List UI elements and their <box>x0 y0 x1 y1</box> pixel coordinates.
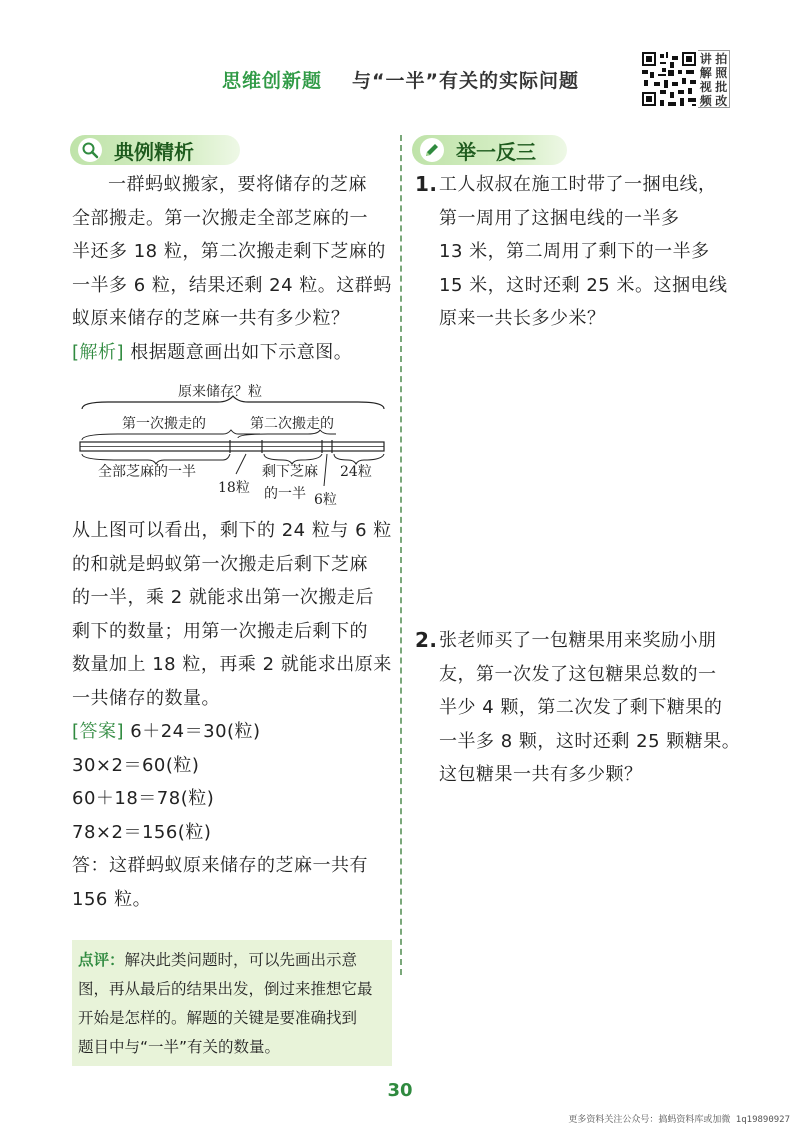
diagram-extra-18: 18粒 <box>218 480 250 496</box>
qr-label-char: 频 <box>699 94 712 108</box>
q1-number: 1. <box>415 172 438 196</box>
answer-step: 156 粒。 <box>72 888 152 910</box>
diagram-first-label: 第一次搬走的 <box>122 416 206 432</box>
diagram-extra-6: 6粒 <box>314 492 337 508</box>
diagram-remain-half-2: 的一半 <box>264 486 306 502</box>
qr-label-char: 拍 <box>715 52 728 66</box>
problem-line: 一群蚂蚁搬家，要将储存的芝麻 <box>108 174 367 195</box>
q2-number: 2. <box>415 628 438 652</box>
diagram-total-label: 原来储存？粒 <box>178 384 262 400</box>
q2-line: 这包糖果一共有多少颗？ <box>439 764 643 785</box>
answer-step: 78×2＝156(粒) <box>72 821 212 843</box>
answer-step: 30×2＝60(粒) <box>72 754 200 776</box>
comment-label: 点评： <box>78 951 125 969</box>
q2-first-line <box>415 624 745 658</box>
q2-line: 张老师买了一包糖果用来奖励小朋 <box>439 630 717 651</box>
section-practice-header <box>412 135 567 165</box>
q2-line: 一半多 8 颗，这时还剩 25 颗糖果。 <box>439 730 741 752</box>
problem-line: 一半多 6 粒，结果还剩 24 粒。这群蚂 <box>72 274 392 296</box>
problem-line: 半还多 18 粒，第二次搬走剩下芝麻的 <box>72 241 386 262</box>
comment-box <box>72 940 392 1066</box>
explain-line: 的和就是蚂蚁第一次搬走后剩下芝麻 <box>72 553 368 575</box>
magnifier-icon <box>78 138 102 162</box>
diagram-left-24: 24粒 <box>340 464 372 480</box>
problem-line: 蚁原来储存的芝麻一共有多少粒？ <box>72 308 350 329</box>
practice-question-2 <box>415 624 745 792</box>
explain-line: 数量加上 18 粒，再乘 2 就能求出原来 <box>72 654 392 675</box>
diagram-second-label: 第二次搬走的 <box>250 416 334 432</box>
section-practice-title: 举一反三 <box>456 139 536 164</box>
answer-line <box>72 715 392 749</box>
qr-label <box>698 50 730 108</box>
diagram-half-all: 全部芝麻的一半 <box>98 464 196 480</box>
comment-text: 图，再从最后的结果出发，倒过来推想它最 <box>78 980 373 998</box>
comment-text: 题目中与“一半”有关的数量。 <box>78 1038 281 1056</box>
qr-label-char: 改 <box>715 94 728 108</box>
analysis-line <box>72 336 392 370</box>
example-explanation <box>72 514 392 916</box>
qr-label-char: 照 <box>715 66 728 80</box>
explain-line: 剩下的数量；用第一次搬走后剩下的 <box>72 620 368 642</box>
half-brace <box>82 454 230 464</box>
header-topic: 与“一半”有关的实际问题 <box>352 70 579 92</box>
header-category: 思维创新题 <box>222 70 323 92</box>
page-number: 30 <box>387 1080 413 1101</box>
answer-step: 答：这群蚂蚁原来储存的芝麻一共有 <box>72 855 368 876</box>
analysis-tag: [解析] <box>72 341 125 363</box>
q1-line: 15 米，这时还剩 25 米。这捆电线 <box>439 274 728 296</box>
q1-line: 第一周用了这捆电线的一半多 <box>439 207 680 229</box>
analysis-intro: 根据题意画出如下示意图。 <box>124 341 353 363</box>
qr-code-icon[interactable] <box>640 50 698 108</box>
q2-line: 友，第一次发了这包糖果总数的一 <box>439 663 717 685</box>
answer-step: 60＋18＝78(粒) <box>72 788 215 809</box>
comment-text: 解决此类问题时，可以先画出示意 <box>124 951 358 969</box>
answer-tag: [答案] <box>72 721 125 742</box>
q1-first-line <box>415 168 745 202</box>
section-example-header <box>70 135 240 165</box>
line-segment-diagram <box>78 376 388 516</box>
q1-line: 工人叔叔在施工时带了一捆电线， <box>439 174 717 195</box>
problem-line: 全部搬走。第一次搬走全部芝麻的一 <box>72 207 368 229</box>
q2-line: 半少 4 颗，第二次发了剩下糖果的 <box>439 697 723 718</box>
answer-step: 6＋24＝30(粒) <box>124 721 261 742</box>
explain-line: 从上图可以看出，剩下的 24 粒与 6 粒 <box>72 520 392 541</box>
q1-line: 13 米，第二周用了剩下的一半多 <box>439 241 710 262</box>
qr-label-char: 解 <box>699 66 712 80</box>
comment-text: 开始是怎样的。解题的关键是要准确找到 <box>78 1009 358 1027</box>
qr-label-char: 批 <box>715 80 728 94</box>
qr-label-char: 视 <box>699 80 712 94</box>
diagram-remain-half-1: 剩下芝麻 <box>262 464 318 480</box>
explain-line: 一共储存的数量。 <box>72 687 220 709</box>
comment-line <box>78 946 386 975</box>
qr-label-char: 讲 <box>699 52 712 66</box>
example-problem <box>72 168 392 369</box>
pencil-icon <box>420 138 444 162</box>
explain-line: 的一半，乘 2 就能求出第一次搬走后 <box>72 587 374 608</box>
footer-note: 更多资料关注公众号：搞蚂资料库或加微 1q19890927 <box>568 1115 790 1125</box>
q1-line: 原来一共长多少米？ <box>439 308 606 329</box>
section-example-title: 典例精析 <box>114 139 194 164</box>
column-divider <box>400 135 402 975</box>
practice-question-1 <box>415 168 745 336</box>
